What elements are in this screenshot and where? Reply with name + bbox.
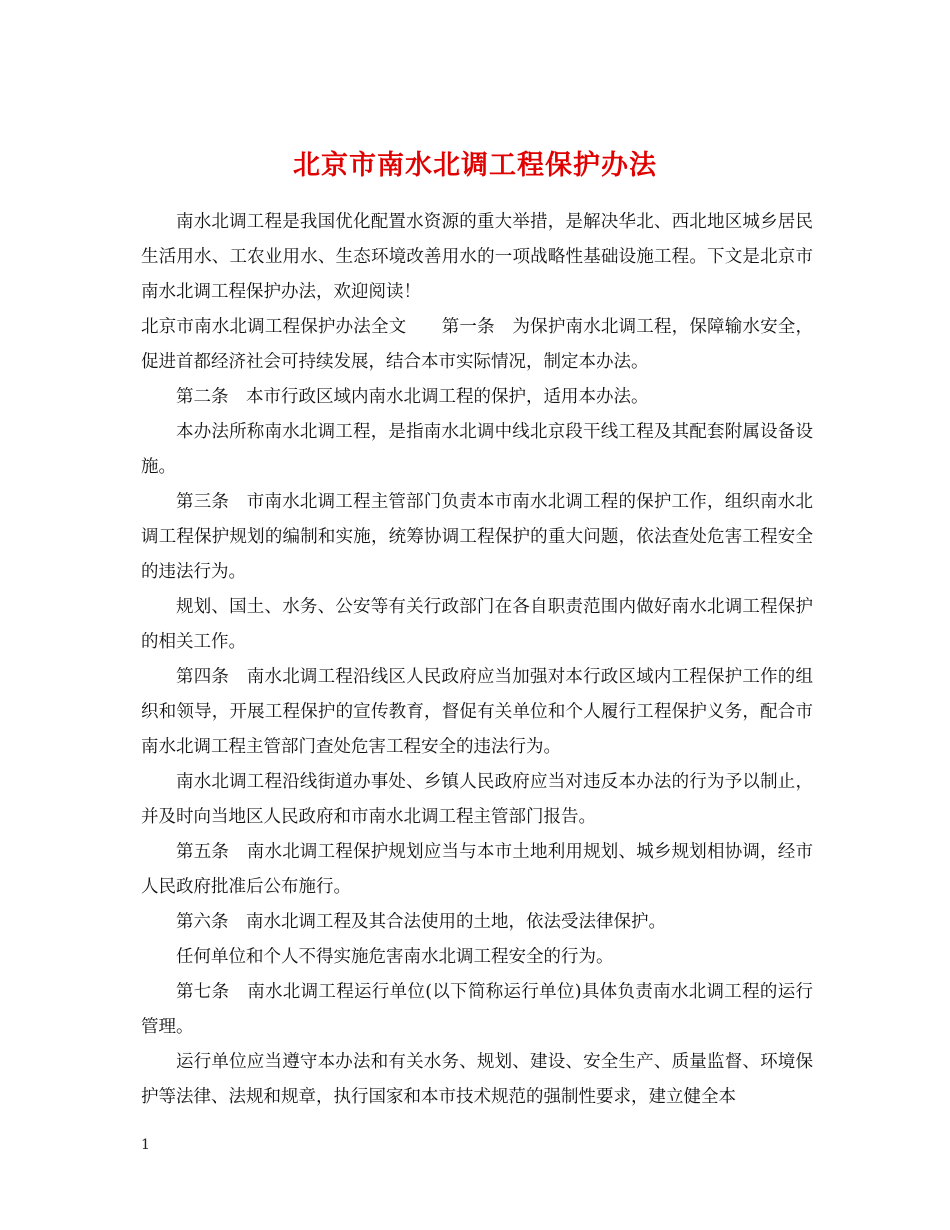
paragraph-article-2: 第二条 本市行政区域内南水北调工程的保护，适用本办法。: [176, 387, 649, 407]
paragraph-article-4-streets: 南水北调工程沿线街道办事处、乡镇人民政府应当对违反本办法的行为予以制止，并及时向当地区人民政府和市南水北调工程主管部门报告。: [141, 772, 813, 827]
document-title: 北京市南水北调工程保护办法: [293, 150, 657, 182]
paragraph-article-2-scope: 本办法所称南水北调工程，是指南水北调中线北京段干线工程及其配套附属设备设施。: [141, 422, 813, 477]
paragraph-article-4: 第四条 南水北调工程沿线区人民政府应当加强对本行政区域内工程保护工作的组织和领导，开展工程保护的宣传教育，督促有关单位和个人履行工程保护义务，配合市南水北调工程主管部门查处危害工程安全的违法行为。: [141, 667, 813, 757]
paragraph-article-6-prohibition: 任何单位和个人不得实施危害南水北调工程安全的行为。: [176, 947, 614, 967]
paragraph-article-1: 北京市南水北调工程保护办法全文 第一条 为保护南水北调工程，保障输水安全，促进首都经济社会可持续发展，结合本市实际情况，制定本办法。: [141, 317, 813, 372]
paragraph-article-7: 第七条 南水北调工程运行单位(以下简称运行单位)具体负责南水北调工程的运行管理。: [141, 982, 813, 1037]
document-body: [141, 205, 813, 1115]
paragraph-article-3-departments: 规划、国土、水务、公安等有关行政部门在各自职责范围内做好南水北调工程保护的相关工作。: [141, 597, 813, 652]
paragraph-article-6: 第六条 南水北调工程及其合法使用的土地，依法受法律保护。: [176, 912, 666, 932]
paragraph-article-5: 第五条 南水北调工程保护规划应当与本市土地利用规划、城乡规划相协调，经市人民政府批准后公布施行。: [141, 842, 813, 897]
paragraph-article-3: 第三条 市南水北调工程主管部门负责本市南水北调工程的保护工作，组织南水北调工程保护规划的编制和实施，统筹协调工程保护的重大问题，依法查处危害工程安全的违法行为。: [141, 492, 813, 582]
page-number: 1: [141, 1137, 150, 1153]
paragraph-article-7-operator: 运行单位应当遵守本办法和有关水务、规划、建设、安全生产、质量监督、环境保护等法律、法规和规章，执行国家和本市技术规范的强制性要求，建立健全本: [141, 1052, 813, 1107]
paragraph-intro: 南水北调工程是我国优化配置水资源的重大举措，是解决华北、西北地区城乡居民生活用水、工农业用水、生态环境改善用水的一项战略性基础设施工程。下文是北京市南水北调工程保护办法，欢迎阅读！: [141, 212, 813, 302]
